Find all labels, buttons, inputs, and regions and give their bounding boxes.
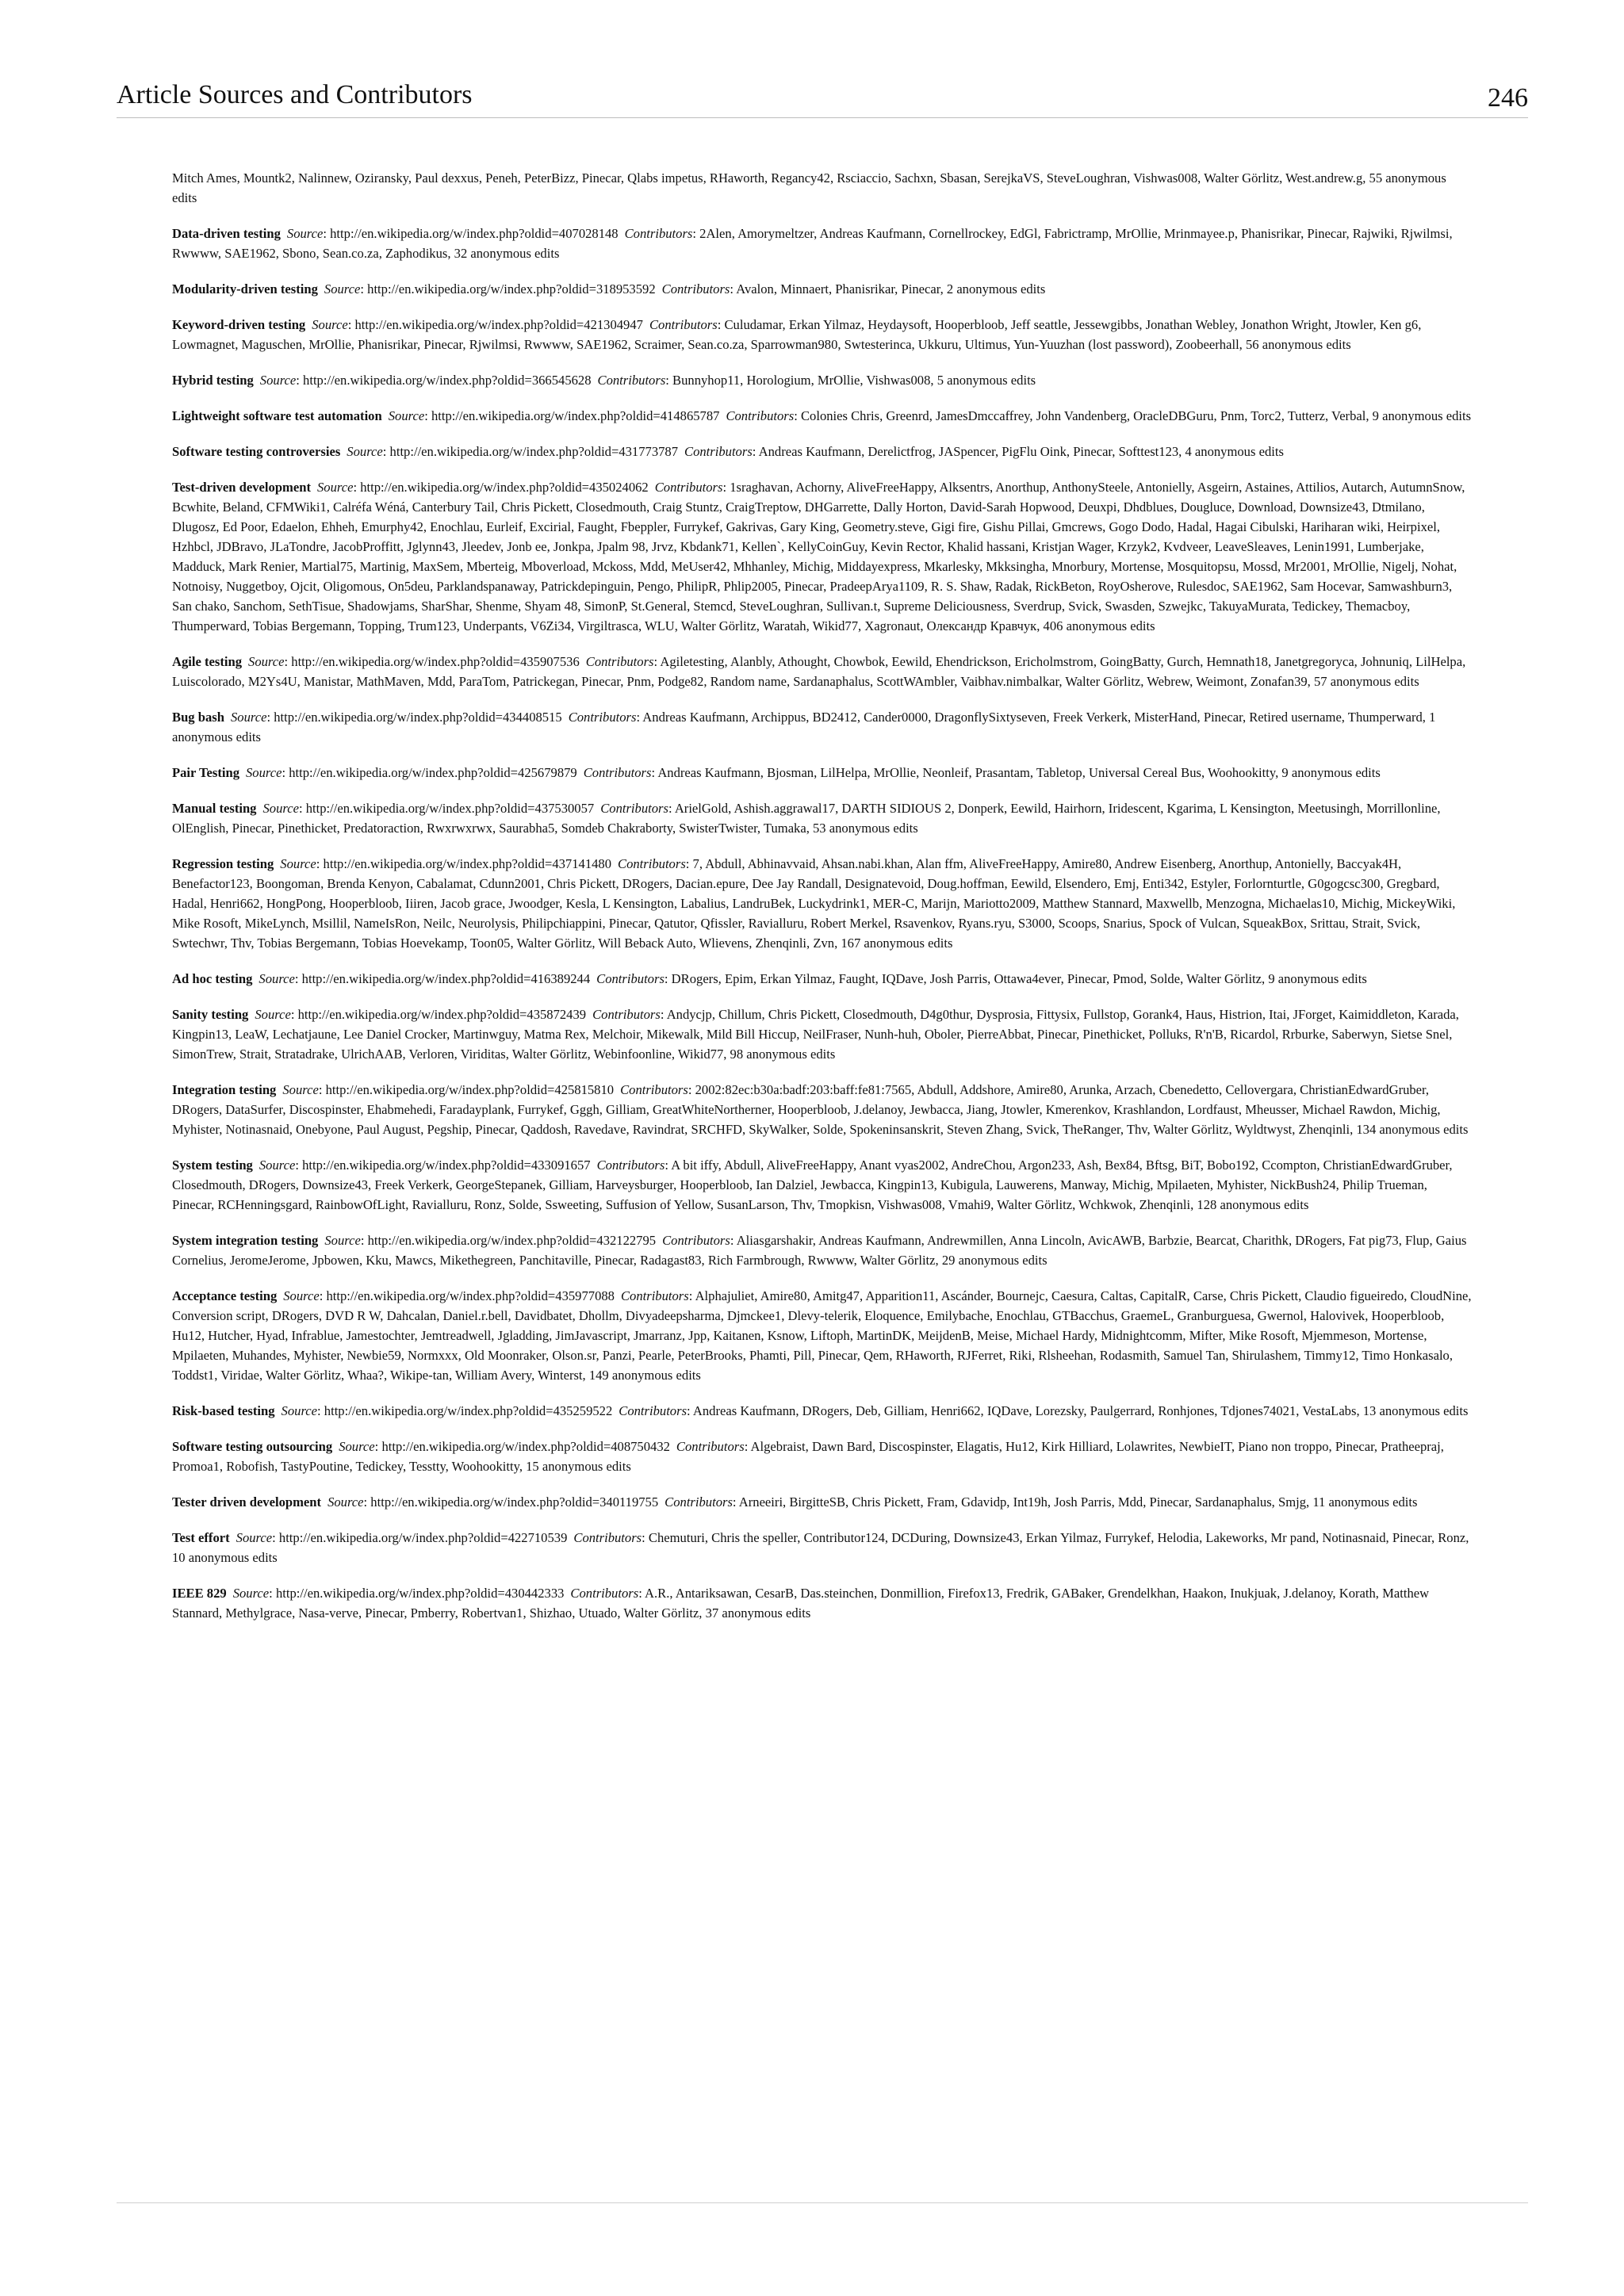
source-label: Source [324,281,361,297]
source-label: Source [281,1403,318,1418]
contributors-label: Contributors [662,1233,730,1248]
contributors-label: Contributors [596,971,665,986]
source-entry: Test-driven development Source: http://en.wikipedia.org/w/index.php?oldid=435024062 Contributors: 1sraghavan, Achorny, AliveFreeHappy, Alksentrs, Anorthup, AnthonySteele, Antonielly, Asgeirn, Astaines, Attilios, Autarch, AutumnSnow, Bcwhite, Beland, CFMWiki1, Calréfa Wéná, Canterbury Tail, Chris Pickett, Closedmouth, Craig Stuntz, CraigTreptow, DHGarrette, Dally Horton, David-Sarah Hopwood, Deuxpi, Dhdblues, Dougluce, Download, Downsize43, Dtmilano, Dlugosz, Ed Poor, Edaelon, Ehheh, Emurphy42, Enochlau, Eurleif, Excirial, Faught, Fbeppler, Furrykef, Gakrivas, Gary King, Geometry.steve, Gigi fire, Gishu Pillai, Gmcrews, Gogo Dodo, Hadal, Hagai Cibulski, Hariharan wiki, Heirpixel, Hzhbcl, JDBravo, JLaTondre, JacobProffitt, Jglynn43, Jleedev, Jonb ee, Jonkpa, Jpalm 98, Jrvz, Kbdank71, Kellen`, KellyCoinGuy, Kevin Rector, Khalid hassani, Kristjan Wager, Krzyk2, Kvdveer, LeaveSleaves, Lenin1991, Lumberjake, Madduck, Mark Renier, Martial75, Martinig, MaxSem, Mberteig, Mboverload, Mckoss, Mdd, MeUser42, Mhhanley, Michig, Middayexpress, Mkarlesky, Mkksingha, Mnorbury, Mortense, Mosquitopsu, Mossd, Mr2001, MrOllie, Nigelj, Nohat, Notnoisy, Nuggetboy, Ojcit, Oligomous, On5deu, Parklandspanaway, Patrickdepinguin, Pengo, PhilipR, Phlip2005, Pinecar, PradeepArya1109, R. S. Shaw, Radak, RickBeton, RoyOsherove, Rulesdoc, SAE1962, Sam Hocevar, Samwashburn3, San chako, Sanchom, SethTisue, Shadowjams, SharShar, Shenme, Shyam 48, SimonP, St.General, Stemcd, SteveLoughran, Sullivan.t, Supreme Deliciousness, Sverdrup, Svick, Swasden, Szwejkc, TakuyaMurata, Tedickey, Themacboy, Thumperward, Tobias Bergemann, Topping, Trum123, Underpants, V6Zi34, Virgiltrasca, WLU, Walter Görlitz, Waratah, Wikid77, Xagronaut, Олександр Кравчук, 406 anonymous edits [172,480,1465,633]
entry-title: Keyword-driven testing [172,317,306,332]
contributors-list: 2002:82ec:b30a:badf:203:baff:fe81:7565, Abdull, Addshore, Amire80, Arunka, Arzach, Cbenedetto, Cellovergara, ChristianEdwardGruber, DRogers, DataSurfer, Discospinster, Ehabmehedi, Faradayplank, Furrykef, Gggh, Gilliam, GreatWhiteNortherner, Hooperbloob, J.delanoy, Jewbacca, Jiang, Jtowler, Kmerenkov, Krashlandon, Lordfaust, Mheusser, Michael Rawdon, Michig, Myhister, Notinasnaid, Onebyone, Paul August, Pegship, Pinecar, Qaddosh, Ravedave, Ravindrat, SRCHFD, SkyWalker, Solde, Spokeninsanskrit, Steven Zhang, Svick, TheRanger, Thv, Walter Görlitz, Wyldtwyst, Zhenqinli, 134 anonymous edits [172,1082,1469,1137]
source-entry: Software testing outsourcing Source: http://en.wikipedia.org/w/index.php?oldid=408750432 Contributors: Algebraist, Dawn Bard, Discospinster, Elagatis, Hu12, Kirk Hilliard, Lolawrites, NewbieIT, Piano non troppo, Pinecar, Pratheepraj, Promoa1, Robofish, TastyPoutine, Tedickey, Tesstty, Woohookitty, 15 anonymous edits [172,1439,1444,1474]
source-entry: IEEE 829 Source: http://en.wikipedia.org/w/index.php?oldid=430442333 Contributors: A.R., Antariksawan, CesarB, Das.steinchen, Donmillion, Firefox13, Fredrik, GABaker, Grendelkhan, Haakon, Inukjuak, J.delanoy, Korath, Matthew Stannard, Methylgrace, Nasa-verve, Pinecar, Pmberry, Robertvan1, Shizhao, Utuado, Walter Görlitz, 37 anonymous edits [172,1586,1430,1621]
contributors-label: Contributors [585,654,654,669]
contributors-label: Contributors [570,1586,639,1601]
contributors-list: 7, Abdull, Abhinavvaid, Ahsan.nabi.khan, Alan ffm, AliveFreeHappy, Amire80, Andrew Eisenberg, Anorthup, Antonielly, Baccyak4H, Benefactor123, Boongoman, Brenda Kenyon, Cabalamat, Cdunn2001, Chris Pickett, DRogers, Dacian.epure, Dee Jay Randall, Designatevoid, Doug.hoffman, Eewild, Elsendero, Emj, Enti342, Estyler, Forlornturtle, G0gogcsc300, Gregbard, Hadal, Henri662, HongPong, Hooperbloob, Iiiren, Jacob grace, Jwoodger, Kesla, L Kensington, Labalius, LandruBek, Luckydrink1, MER-C, Marijn, Mariotto2009, Matthew Stannard, Maxwellb, Menzogna, Michaelas10, Michig, MickeyWiki, Mike Rosoft, MikeLynch, Msillil, NameIsRon, Neilc, Neurolysis, Philipchiappini, Pinecar, Qatutor, Qfissler, Ravialluru, Robert Merkel, Rsavenkov, Ryans.ryu, S3000, Scoops, Snarius, Spock of Vulcan, SqueakBox, Srittau, Strait, Svick, Swtechwr, Thv, Tobias Bergemann, Tobias Hoevekamp, Toon05, Walter Görlitz, Will Beback Auto, Wlievens, Zhenqinli, Zvn, 167 anonymous edits [172,856,1456,951]
source-url-link[interactable]: http://en.wikipedia.org/w/index.php?oldid=408750432 [381,1439,670,1454]
source-label: Source [262,801,299,816]
source-url-link[interactable]: http://en.wikipedia.org/w/index.php?oldid=414865787 [431,408,720,423]
contributors-label: Contributors [592,1007,661,1022]
entry-title: Pair Testing [172,765,239,780]
source-url-link[interactable]: http://en.wikipedia.org/w/index.php?oldid=432122795 [367,1233,657,1248]
source-url-link[interactable]: http://en.wikipedia.org/w/index.php?oldid=434408515 [274,710,562,725]
source-label: Source [312,317,348,332]
contributors-list: Avalon, Minnaert, Phanisrikar, Pinecar, 2 anonymous edits [736,281,1046,297]
source-entry: Manual testing Source: http://en.wikipedia.org/w/index.php?oldid=437530057 Contributors: ArielGold, Ashish.aggrawal17, DARTH SIDIOUS 2, Donperk, Eewild, Hairhorn, Iridescent, Kgarima, L Kensington, Meetusingh, Morrillonline, OlEnglish, Pinecar, Pinethicket, Predatoraction, Rwxrwxrwx, Saurabha5, Somdeb Chakraborty, SwisterTwister, Tumaka, 53 anonymous edits [172,801,1441,836]
source-url-link[interactable]: http://en.wikipedia.org/w/index.php?oldid=366545628 [303,373,592,388]
source-url-link[interactable]: http://en.wikipedia.org/w/index.php?oldid=430442333 [275,1586,565,1601]
source-label: Source [388,408,425,423]
source-url-link[interactable]: http://en.wikipedia.org/w/index.php?oldid=422710539 [278,1530,568,1545]
contributors-list: DRogers, Epim, Erkan Yilmaz, Faught, IQDave, Josh Parris, Ottawa4ever, Pinecar, Pmod, Solde, Walter Görlitz, 9 anonymous edits [671,971,1367,986]
contributors-list: Agiletesting, Alanbly, Athought, Chowbok, Eewild, Ehendrickson, Ericholmstrom, GoingBatty, Gurch, Hemnath18, Janetgregoryca, Johnuniq, LilHelpa, Luiscolorado, M2Ys4U, Manistar, MathMaven, Mdd, ParaTom, Patrickegan, Pinecar, Pnm, Podge82, Random name, Sardanaphalus, ScottWAmbler, Vaibhav.nimbalkar, Walter Görlitz, Webrew, Weimont, Zonafan39, 57 anonymous edits [172,654,1466,689]
source-url-link[interactable]: http://en.wikipedia.org/w/index.php?oldid=435259522 [324,1403,613,1418]
entry-title: Acceptance testing [172,1288,278,1303]
contributors-list: Algebraist, Dawn Bard, Discospinster, Elagatis, Hu12, Kirk Hilliard, Lolawrites, NewbieIT, Piano non troppo, Pinecar, Pratheepraj, Promoa1, Robofish, TastyPoutine, Tedickey, Tesstty, Woohookitty, 15 anonymous edits [172,1439,1444,1474]
contributors-label: Contributors [568,710,637,725]
source-url-link[interactable]: http://en.wikipedia.org/w/index.php?oldid=437141480 [323,856,612,871]
entry-title: Agile testing [172,654,243,669]
source-label: Source [283,1288,320,1303]
source-label: Source [248,654,285,669]
source-label: Source [282,1082,319,1097]
source-entry: Sanity testing Source: http://en.wikipedia.org/w/index.php?oldid=435872439 Contributors: Andycjp, Chillum, Chris Pickett, Closedmouth, D4g0thur, Dysprosia, Fittysix, Fullstop, Gorank4, Haus, Histrion, Itai, JForget, Kaimiddleton, Karada, Kingpin13, LeaW, Lechatjaune, Lee Daniel Crocker, Martinwguy, Matma Rex, Melchoir, Mikewalk, Mild Bill Hiccup, NeilFraser, Nunh-huh, Oboler, PierreAbbat, Pinecar, Pinethicket, Polluks, R'n'B, Ricardol, Rrburke, Saberwyn, Sietse Snel, SimonTrew, Strait, Stratadrake, UlrichAAB, Verloren, Viriditas, Walter Görlitz, Webinfoonline, Wikid77, 98 anonymous edits [172,1007,1459,1062]
contributors-list: 1sraghavan, Achorny, AliveFreeHappy, Alksentrs, Anorthup, AnthonySteele, Antonielly, Asgeirn, Astaines, Attilios, Autarch, AutumnSnow, Bcwhite, Beland, CFMWiki1, Calréfa Wéná, Canterbury Tail, Chris Pickett, Closedmouth, Craig Stuntz, CraigTreptow, DHGarrette, Dally Horton, David-Sarah Hopwood, Deuxpi, Dhdblues, Dougluce, Download, Downsize43, Dtmilano, Dlugosz, Ed Poor, Edaelon, Ehheh, Emurphy42, Enochlau, Eurleif, Excirial, Faught, Fbeppler, Furrykef, Gakrivas, Gary King, Geometry.steve, Gigi fire, Gishu Pillai, Gmcrews, Gogo Dodo, Hadal, Hagai Cibulski, Hariharan wiki, Heirpixel, Hzhbcl, JDBravo, JLaTondre, JacobProffitt, Jglynn43, Jleedev, Jonb ee, Jonkpa, Jpalm 98, Jrvz, Kbdank71, Kellen`, KellyCoinGuy, Kevin Rector, Khalid hassani, Kristjan Wager, Krzyk2, Kvdveer, LeaveSleaves, Lenin1991, Lumberjake, Madduck, Mark Renier, Martial75, Martinig, MaxSem, Mberteig, Mboverload, Mckoss, Mdd, MeUser42, Mhhanley, Michig, Middayexpress, Mkarlesky, Mkksingha, Mnorbury, Mortense, Mosquitopsu, Mossd, Mr2001, MrOllie, Nigelj, Nohat, Notnoisy, Nuggetboy, Ojcit, Oligomous, On5deu, Parklandspanaway, Patrickdepinguin, Pengo, PhilipR, Phlip2005, Pinecar, PradeepArya1109, R. S. Shaw, Radak, RickBeton, RoyOsherove, Rulesdoc, SAE1962, Sam Hocevar, Samwashburn3, San chako, Sanchom, SethTisue, Shadowjams, SharShar, Shenme, Shyam 48, SimonP, St.General, Stemcd, SteveLoughran, Sullivan.t, Supreme Deliciousness, Sverdrup, Svick, Swasden, Szwejkc, TakuyaMurata, Tedickey, Themacboy, Thumperward, Tobias Bergemann, Topping, Trum123, Underpants, V6Zi34, Virgiltrasca, WLU, Walter Görlitz, Waratah, Wikid77, Xagronaut, Олександр Кравчук, 406 anonymous edits [172,480,1465,633]
contributors-label: Contributors [665,1494,733,1510]
contributors-list: Alphajuliet, Amire80, Amitg47, Apparition11, Ascánder, Bournejc, Caesura, Caltas, CapitalR, Carse, Chris Pickett, Claudio figueiredo, CloudNine, Conversion script, DRogers, DVD R W, Dahcalan, Daniel.r.bell, Davidbatet, Dhollm, Divyadeepsharma, Djmckee1, Dlevy-telerik, Eloquence, Emilybache, Enochlau, GTBacchus, GraemeL, Granburguesa, Gwernol, Halovivek, Hooperbloob, Hu12, Hutcher, Hyad, Infrablue, Jamestochter, Jemtreadwell, Jgladding, JimJavascript, Jmarranz, Jpp, Kaitanen, Ksnow, Liftoph, MartinDK, MeijdenB, Meise, Michael Hardy, Midnightcomm, Mifter, Mike Rosoft, Mjemmeson, Mortense, Mpilaeten, Muhandes, Myhister, Newbie59, Normxxx, Old Moonraker, Olson.sr, Panzi, Pearle, PeterBrooks, Phamti, Pill, Pinecar, Qem, RHaworth, RJFerret, Riki, Rlsheehan, Rodasmith, Samuel Tan, Shirulashem, Timmy12, Timo Honkasalo, Toddst1, Viridae, Walter Görlitz, Whaa?, Wikipe-tan, William Avery, Winterst, 149 anonymous edits [172,1288,1472,1383]
source-entry: Lightweight software test automation Source: http://en.wikipedia.org/w/index.php?oldid=414865787 Contributors: Colonies Chris, Greenrd, JamesDmccaffrey, John Vandenberg, OracleDBGuru, Pnm, Torc2, Tutterz, Verbal, 9 anonymous edits [172,408,1472,423]
source-url-link[interactable]: http://en.wikipedia.org/w/index.php?oldid=431773787 [389,444,679,459]
contributors-label: Contributors [684,444,753,459]
source-entry: Software testing controversies Source: http://en.wikipedia.org/w/index.php?oldid=431773787 Contributors: Andreas Kaufmann, Derelictfrog, JASpencer, PigFlu Oink, Pinecar, Softtest123, 4 anonymous edits [172,444,1284,459]
source-entry: Bug bash Source: http://en.wikipedia.org/w/index.php?oldid=434408515 Contributors: Andreas Kaufmann, Archippus, BD2412, Cander0000, DragonflySixtyseven, Freek Verkerk, MisterHand, Pinecar, Retired username, Thumperward, 1 anonymous edits [172,710,1436,744]
source-entry: Hybrid testing Source: http://en.wikipedia.org/w/index.php?oldid=366545628 Contributors: Bunnyhop11, Horologium, MrOllie, Vishwas008, 5 anonymous edits [172,373,1036,388]
contributors-label: Contributors [620,1288,689,1303]
entry-title: Software testing controversies [172,444,341,459]
entry-title: Ad hoc testing [172,971,253,986]
source-label: Source [286,226,324,241]
entry-title: Bug bash [172,710,224,725]
source-url-link[interactable]: http://en.wikipedia.org/w/index.php?oldid=340119755 [370,1494,659,1510]
contributors-list: Chemuturi, Chris the speller, Contributor124, DCDuring, Downsize43, Erkan Yilmaz, Furrykef, Helodia, Lakeworks, Mr pand, Notinasnaid, Pinecar, Ronz, 10 anonymous edits [172,1530,1469,1565]
contributors-label: Contributors [573,1530,642,1545]
source-label: Source [255,1007,291,1022]
source-entry: Ad hoc testing Source: http://en.wikipedia.org/w/index.php?oldid=416389244 Contributors: DRogers, Epim, Erkan Yilmaz, Faught, IQDave, Josh Parris, Ottawa4ever, Pinecar, Pmod, Solde, Walter Görlitz, 9 anonymous edits [172,971,1367,986]
contributors-label: Contributors [676,1439,745,1454]
source-url-link[interactable]: http://en.wikipedia.org/w/index.php?oldid=416389244 [301,971,591,986]
source-entry: Data-driven testing Source: http://en.wikipedia.org/w/index.php?oldid=407028148 Contributors: 2Alen, Amorymeltzer, Andreas Kaufmann, Cornellrockey, EdGl, Fabrictramp, MrOllie, Mrinmayee.p, Phanisrikar, Pinecar, Rajwiki, Rjwilmsi, Rwwww, SAE1962, Sbono, Sean.co.za, Zaphodikus, 32 anonymous edits [172,226,1453,261]
source-label: Source [259,971,295,986]
contributors-label: Contributors [583,765,652,780]
contributors-list: Culudamar, Erkan Yilmaz, Heydaysoft, Hooperbloob, Jeff seattle, Jessewgibbs, Jonathan Webley, Jonathon Wright, Jtowler, Ken g6, Lowmagnet, Maguschen, MrOllie, Phanisrikar, Pinecar, Rjwilmsi, Rwwww, SAE1962, Scraimer, Sean.co.za, Sparrowman980, Swtesterinca, Ukkuru, Ultimus, Yun-Yuuzhan (lost password), Zoobeerhall, 56 anonymous edits [172,317,1422,352]
source-url-link[interactable]: http://en.wikipedia.org/w/index.php?oldid=437530057 [305,801,595,816]
source-url-link[interactable]: http://en.wikipedia.org/w/index.php?oldid=318953592 [367,281,656,297]
entry-title: Lightweight software test automation [172,408,382,423]
entry-title: IEEE 829 [172,1586,227,1601]
article-sources-list [172,168,1473,1639]
contributors-label: Contributors [726,408,795,423]
source-url-link[interactable]: http://en.wikipedia.org/w/index.php?oldid=435872439 [297,1007,587,1022]
contributors-list: Andreas Kaufmann, Derelictfrog, JASpencer, PigFlu Oink, Pinecar, Softtest123, 4 anonymous edits [758,444,1284,459]
contributors-list: Andycjp, Chillum, Chris Pickett, Closedmouth, D4g0thur, Dysprosia, Fittysix, Fullstop, Gorank4, Haus, Histrion, Itai, JForget, Kaimiddleton, Karada, Kingpin13, LeaW, Lechatjaune, Lee Daniel Crocker, Martinwguy, Matma Rex, Melchoir, Mikewalk, Mild Bill Hiccup, NeilFraser, Nunh-huh, Oboler, PierreAbbat, Pinecar, Pinethicket, Polluks, R'n'B, Ricardol, Rrburke, Saberwyn, Sietse Snel, SimonTrew, Strait, Stratadrake, UlrichAAB, Verloren, Viriditas, Walter Görlitz, Webinfoonline, Wikid77, 98 anonymous edits [172,1007,1459,1062]
contributors-label: Contributors [597,373,666,388]
entry-title: Hybrid testing [172,373,254,388]
entry-title: Test-driven development [172,480,311,495]
contributors-list: Colonies Chris, Greenrd, JamesDmccaffrey, John Vandenberg, OracleDBGuru, Pnm, Torc2, Tutterz, Verbal, 9 anonymous edits [800,408,1472,423]
source-entry: Tester driven development Source: http://en.wikipedia.org/w/index.php?oldid=340119755 Contributors: Arneeiri, BirgitteSB, Chris Pickett, Fram, Gdavidp, Int19h, Josh Parris, Mdd, Pinecar, Sardanaphalus, Smjg, 11 anonymous edits [172,1494,1418,1510]
continued-contributors: Mitch Ames, Mountk2, Nalinnew, Oziransky, Paul dexxus, Peneh, PeterBizz, Pinecar, Qlabs impetus, RHaworth, Regancy42, Rsciaccio, Sachxn, Sbasan, SerejkaVS, SteveLoughran, Vishwas008, Walter Görlitz, West.andrew.g, 55 anonymous edits [172,170,1446,205]
entry-title: System testing [172,1158,253,1173]
contributors-list: Andreas Kaufmann, DRogers, Deb, Gilliam, Henri662, IQDave, Lorezsky, Paulgerrard, Ronhjones, Tdjones74021, VestaLabs, 13 anonymous edits [692,1403,1469,1418]
source-url-link[interactable]: http://en.wikipedia.org/w/index.php?oldid=421304947 [354,317,643,332]
contributors-list: A bit iffy, Abdull, AliveFreeHappy, Anant vyas2002, AndreChou, Argon233, Ash, Bex84, Bftsg, BiT, Bobo192, Ccompton, ChristianEdwardGruber, Closedmouth, DRogers, Downsize43, Freek Verkerk, GeorgeStepanek, Gilliam, Harveysburger, Hooperbloob, Ian Dalziel, Jewbacca, Kingpin13, Kubigula, Lauwerens, Manway, Michig, Mpilaeten, Myhister, NickBush24, Philip Trueman, Pinecar, RCHenningsgard, RainbowOfLight, Ravialluru, Ronz, Solde, Ssweeting, Suffusion of Yellow, SusanLarson, Thv, Tmopkisn, Vishwas008, Vmahi9, Walter Görlitz, Wchkwok, Zhenqinli, 128 anonymous edits [172,1158,1453,1212]
source-url-link[interactable]: http://en.wikipedia.org/w/index.php?oldid=425679879 [289,765,577,780]
footer-divider [117,2202,1528,2203]
source-label: Source [259,1158,296,1173]
source-entry: Test effort Source: http://en.wikipedia.org/w/index.php?oldid=422710539 Contributors: Chemuturi, Chris the speller, Contributor124, DCDuring, Downsize43, Erkan Yilmaz, Furrykef, Helodia, Lakeworks, Mr pand, Notinasnaid, Pinecar, Ronz, 10 anonymous edits [172,1530,1469,1565]
contributors-list: Andreas Kaufmann, Archippus, BD2412, Cander0000, DragonflySixtyseven, Freek Verkerk, MisterHand, Pinecar, Retired username, Thumperward, 1 anonymous edits [172,710,1436,744]
entry-title: Regression testing [172,856,274,871]
source-entry: Regression testing Source: http://en.wikipedia.org/w/index.php?oldid=437141480 Contributors: 7, Abdull, Abhinavvaid, Ahsan.nabi.khan, Alan ffm, AliveFreeHappy, Amire80, Andrew Eisenberg, Anorthup, Antonielly, Baccyak4H, Benefactor123, Boongoman, Brenda Kenyon, Cabalamat, Cdunn2001, Chris Pickett, DRogers, Dacian.epure, Dee Jay Randall, Designatevoid, Doug.hoffman, Eewild, Elsendero, Emj, Enti342, Estyler, Forlornturtle, G0gogcsc300, Gregbard, Hadal, Henri662, HongPong, Hooperbloob, Iiiren, Jacob grace, Jwoodger, Kesla, L Kensington, Labalius, LandruBek, Luckydrink1, MER-C, Marijn, Mariotto2009, Matthew Stannard, Maxwellb, Menzogna, Michaelas10, Michig, MickeyWiki, Mike Rosoft, MikeLynch, Msillil, NameIsRon, Neilc, Neurolysis, Philipchiappini, Pinecar, Qatutor, Qfissler, Ravialluru, Robert Merkel, Rsavenkov, Ryans.ryu, S3000, Scoops, Snarius, Spock of Vulcan, SqueakBox, Srittau, Strait, Svick, Swtechwr, Thv, Tobias Bergemann, Tobias Hoevekamp, Toon05, Walter Görlitz, Will Beback Auto, Wlievens, Zhenqinli, Zvn, 167 anonymous edits [172,856,1456,951]
source-label: Source [232,1586,270,1601]
source-url-link[interactable]: http://en.wikipedia.org/w/index.php?oldid=433091657 [302,1158,591,1173]
source-label: Source [347,444,383,459]
source-label: Source [230,710,267,725]
contributors-label: Contributors [619,1403,688,1418]
contributors-label: Contributors [624,226,693,241]
contributors-label: Contributors [661,281,730,297]
page-header [117,76,1528,118]
source-url-link[interactable]: http://en.wikipedia.org/w/index.php?oldid=435024062 [360,480,649,495]
source-label: Source [317,480,354,495]
page-title: Article Sources and Contributors [117,80,473,109]
source-label: Source [280,856,316,871]
source-label: Source [246,765,282,780]
source-entry: Integration testing Source: http://en.wikipedia.org/w/index.php?oldid=425815810 Contributors: 2002:82ec:b30a:badf:203:baff:fe81:7565, Abdull, Addshore, Amire80, Arunka, Arzach, Cbenedetto, Cellovergara, ChristianEdwardGruber, DRogers, DataSurfer, Discospinster, Ehabmehedi, Faradayplank, Furrykef, Gggh, Gilliam, GreatWhiteNortherner, Hooperbloob, J.delanoy, Jewbacca, Jiang, Jtowler, Kmerenkov, Krashlandon, Lordfaust, Mheusser, Michael Rawdon, Michig, Myhister, Notinasnaid, Onebyone, Paul August, Pegship, Pinecar, Qaddosh, Ravedave, Ravindrat, SRCHFD, SkyWalker, Solde, Spokeninsanskrit, Steven Zhang, Svick, TheRanger, Thv, Walter Görlitz, Wyldtwyst, Zhenqinli, 134 anonymous edits [172,1082,1469,1137]
source-entry: System integration testing Source: http://en.wikipedia.org/w/index.php?oldid=432122795 Contributors: Aliasgarshakir, Andreas Kaufmann, Andrewmillen, Anna Lincoln, AvicAWB, Barbzie, Bearcat, Charithk, DRogers, Fat pig73, Flup, Gaius Cornelius, JeromeJerome, Jpbowen, Kku, Mawcs, Mikethegreen, Panchitaville, Pinecar, Radagast83, Rich Farmbrough, Rwwww, Walter Görlitz, 29 anonymous edits [172,1233,1467,1268]
entry-title: Manual testing [172,801,257,816]
source-entry: Modularity-driven testing Source: http://en.wikipedia.org/w/index.php?oldid=318953592 Contributors: Avalon, Minnaert, Phanisrikar, Pinecar, 2 anonymous edits [172,281,1046,297]
entries-container [172,224,1473,1623]
contributors-list: Bunnyhop11, Horologium, MrOllie, Vishwas008, 5 anonymous edits [672,373,1036,388]
source-url-link[interactable]: http://en.wikipedia.org/w/index.php?oldid=407028148 [330,226,619,241]
source-label: Source [339,1439,375,1454]
source-url-link[interactable]: http://en.wikipedia.org/w/index.php?oldid=425815810 [325,1082,615,1097]
source-url-link[interactable]: http://en.wikipedia.org/w/index.php?oldid=435977088 [326,1288,615,1303]
contributors-label: Contributors [600,801,668,816]
contributors-label: Contributors [649,317,718,332]
page-number: 246 [1488,83,1528,113]
source-url-link[interactable]: http://en.wikipedia.org/w/index.php?oldid=435907536 [291,654,580,669]
entry-title: Sanity testing [172,1007,249,1022]
contributors-list: Arneeiri, BirgitteSB, Chris Pickett, Fram, Gdavidp, Int19h, Josh Parris, Mdd, Pinecar, Sardanaphalus, Smjg, 11 anonymous edits [738,1494,1418,1510]
source-entry: Risk-based testing Source: http://en.wikipedia.org/w/index.php?oldid=435259522 Contributors: Andreas Kaufmann, DRogers, Deb, Gilliam, Henri662, IQDave, Lorezsky, Paulgerrard, Ronhjones, Tdjones74021, VestaLabs, 13 anonymous edits [172,1403,1469,1418]
contributors-label: Contributors [618,856,686,871]
source-label: Source [327,1494,364,1510]
contributors-list: ArielGold, Ashish.aggrawal17, DARTH SIDIOUS 2, Donperk, Eewild, Hairhorn, Iridescent, Kgarima, L Kensington, Meetusingh, Morrillonline, OlEnglish, Pinecar, Pinethicket, Predatoraction, Rwxrwxrwx, Saurabha5, Somdeb Chakraborty, SwisterTwister, Tumaka, 53 anonymous edits [172,801,1441,836]
entry-title: Software testing outsourcing [172,1439,333,1454]
contributors-list: A.R., Antariksawan, CesarB, Das.steinchen, Donmillion, Firefox13, Fredrik, GABaker, Grendelkhan, Haakon, Inukjuak, J.delanoy, Korath, Matthew Stannard, Methylgrace, Nasa-verve, Pinecar, Pmberry, Robertvan1, Shizhao, Utuado, Walter Görlitz, 37 anonymous edits [172,1586,1430,1621]
entry-title: Integration testing [172,1082,277,1097]
entry-title: Test effort [172,1530,230,1545]
contributors-list: Andreas Kaufmann, Bjosman, LilHelpa, MrOllie, Neonleif, Prasantam, Tabletop, Universal Cereal Bus, Woohookitty, 9 anonymous edits [657,765,1381,780]
entry-title: Tester driven development [172,1494,322,1510]
source-label: Source [259,373,297,388]
contributors-list: Aliasgarshakir, Andreas Kaufmann, Andrewmillen, Anna Lincoln, AvicAWB, Barbzie, Bearcat, Charithk, DRogers, Fat pig73, Flup, Gaius Cornelius, JeromeJerome, Jpbowen, Kku, Mawcs, Mikethegreen, Panchitaville, Pinecar, Radagast83, Rich Farmbrough, Rwwww, Walter Görlitz, 29 anonymous edits [172,1233,1467,1268]
source-entry: Acceptance testing Source: http://en.wikipedia.org/w/index.php?oldid=435977088 Contributors: Alphajuliet, Amire80, Amitg47, Apparition11, Ascánder, Bournejc, Caesura, Caltas, CapitalR, Carse, Chris Pickett, Claudio figueiredo, CloudNine, Conversion script, DRogers, DVD R W, Dahcalan, Daniel.r.bell, Davidbatet, Dhollm, Divyadeepsharma, Djmckee1, Dlevy-telerik, Eloquence, Emilybache, Enochlau, GTBacchus, GraemeL, Granburguesa, Gwernol, Halovivek, Hooperbloob, Hu12, Hutcher, Hyad, Infrablue, Jamestochter, Jemtreadwell, Jgladding, JimJavascript, Jmarranz, Jpp, Kaitanen, Ksnow, Liftoph, MartinDK, MeijdenB, Meise, Michael Hardy, Midnightcomm, Mifter, Mike Rosoft, Mjemmeson, Mortense, Mpilaeten, Muhandes, Myhister, Newbie59, Normxxx, Old Moonraker, Olson.sr, Panzi, Pearle, PeterBrooks, Phamti, Pill, Pinecar, Qem, RHaworth, RJFerret, Riki, Rlsheehan, Rodasmith, Samuel Tan, Shirulashem, Timmy12, Timo Honkasalo, Toddst1, Viridae, Walter Görlitz, Whaa?, Wikipe-tan, William Avery, Winterst, 149 anonymous edits [172,1288,1472,1383]
source-entry: System testing Source: http://en.wikipedia.org/w/index.php?oldid=433091657 Contributors: A bit iffy, Abdull, AliveFreeHappy, Anant vyas2002, AndreChou, Argon233, Ash, Bex84, Bftsg, BiT, Bobo192, Ccompton, ChristianEdwardGruber, Closedmouth, DRogers, Downsize43, Freek Verkerk, GeorgeStepanek, Gilliam, Harveysburger, Hooperbloob, Ian Dalziel, Jewbacca, Kingpin13, Kubigula, Lauwerens, Manway, Michig, Mpilaeten, Myhister, NickBush24, Philip Trueman, Pinecar, RCHenningsgard, RainbowOfLight, Ravialluru, Ronz, Solde, Ssweeting, Suffusion of Yellow, SusanLarson, Thv, Tmopkisn, Vishwas008, Vmahi9, Walter Görlitz, Wchkwok, Zhenqinli, 128 anonymous edits [172,1158,1453,1212]
entry-title: Risk-based testing [172,1403,275,1418]
contributors-list: 2Alen, Amorymeltzer, Andreas Kaufmann, Cornellrockey, EdGl, Fabrictramp, MrOllie, Mrinmayee.p, Phanisrikar, Pinecar, Rajwiki, Rjwilmsi, Rwwww, SAE1962, Sbono, Sean.co.za, Zaphodikus, 32 anonymous edits [172,226,1453,261]
source-entry: Keyword-driven testing Source: http://en.wikipedia.org/w/index.php?oldid=421304947 Contributors: Culudamar, Erkan Yilmaz, Heydaysoft, Hooperbloob, Jeff seattle, Jessewgibbs, Jonathan Webley, Jonathon Wright, Jtowler, Ken g6, Lowmagnet, Maguschen, MrOllie, Phanisrikar, Pinecar, Rjwilmsi, Rwwww, SAE1962, Scraimer, Sean.co.za, Sparrowman980, Swtesterinca, Ukkuru, Ultimus, Yun-Yuuzhan (lost password), Zoobeerhall, 56 anonymous edits [172,317,1422,352]
contributors-label: Contributors [620,1082,688,1097]
entry-title: System integration testing [172,1233,319,1248]
source-entry: Agile testing Source: http://en.wikipedia.org/w/index.php?oldid=435907536 Contributors: Agiletesting, Alanbly, Athought, Chowbok, Eewild, Ehendrickson, Ericholmstrom, GoingBatty, Gurch, Hemnath18, Janetgregoryca, Johnuniq, LilHelpa, Luiscolorado, M2Ys4U, Manistar, MathMaven, Mdd, ParaTom, Patrickegan, Pinecar, Pnm, Podge82, Random name, Sardanaphalus, ScottWAmbler, Vaibhav.nimbalkar, Walter Görlitz, Webrew, Weimont, Zonafan39, 57 anonymous edits [172,654,1466,689]
source-entry: Pair Testing Source: http://en.wikipedia.org/w/index.php?oldid=425679879 Contributors: Andreas Kaufmann, Bjosman, LilHelpa, MrOllie, Neonleif, Prasantam, Tabletop, Universal Cereal Bus, Woohookitty, 9 anonymous edits [172,765,1381,780]
entry-title: Data-driven testing [172,226,281,241]
source-label: Source [324,1233,361,1248]
entry-title: Modularity-driven testing [172,281,318,297]
contributors-label: Contributors [654,480,723,495]
source-label: Source [236,1530,273,1545]
contributors-label: Contributors [596,1158,665,1173]
